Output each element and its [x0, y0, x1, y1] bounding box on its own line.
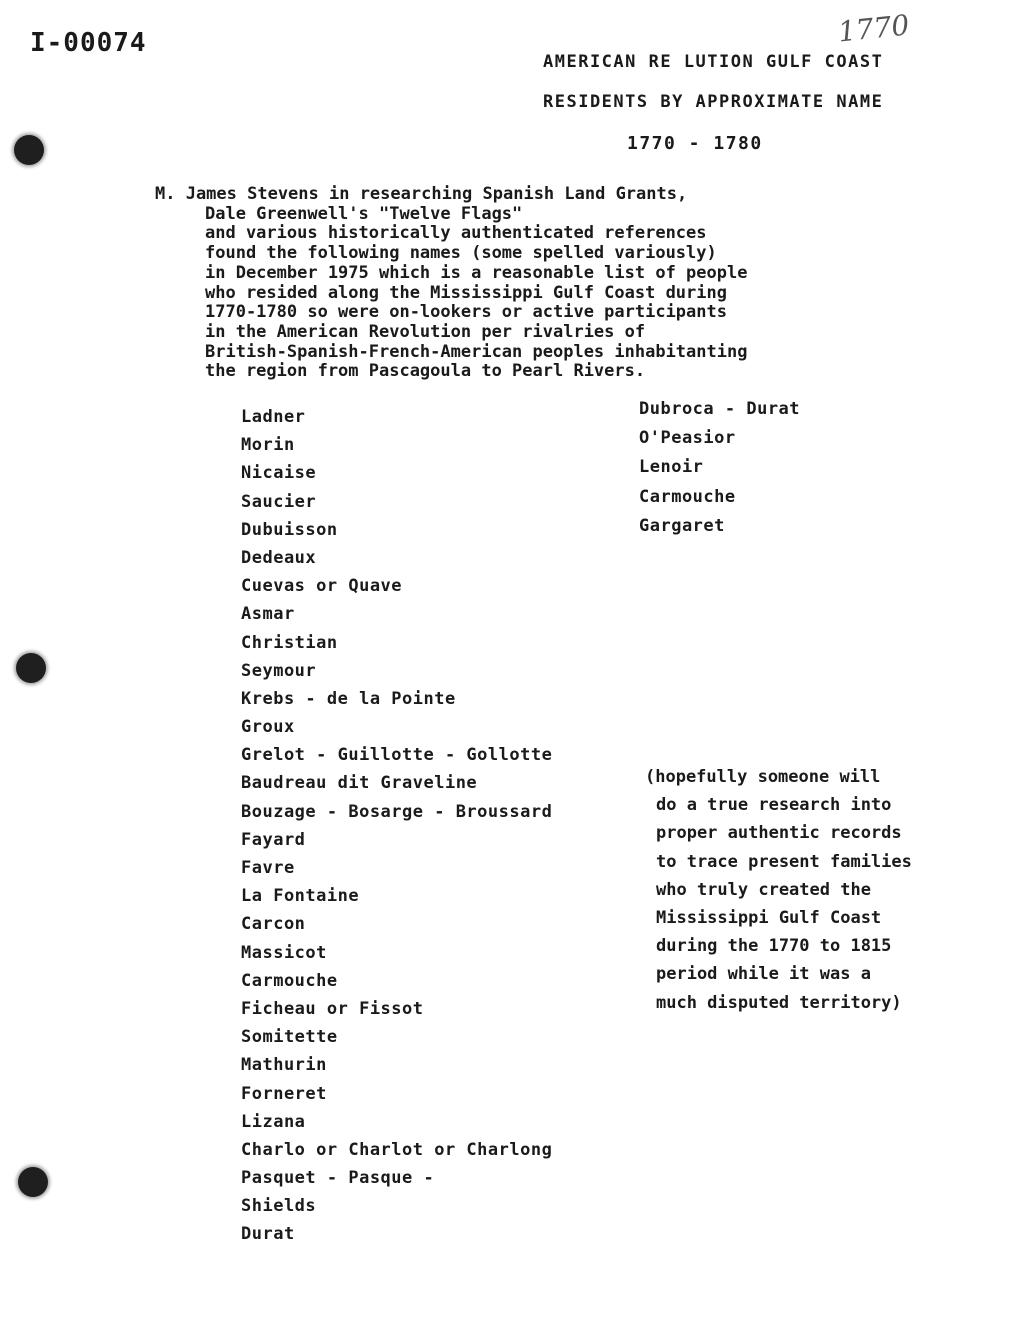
list-item: Durat [241, 1224, 295, 1245]
list-item: Nicaise [241, 463, 317, 484]
list-item: O'Peasior [639, 428, 736, 449]
list-item: Krebs - de la Pointe [241, 688, 456, 709]
intro-line: Dale Greenwell's "Twelve Flags" [205, 203, 523, 224]
note-line: period while it was a [656, 964, 871, 985]
list-item: Groux [241, 717, 295, 738]
list-item: Dubroca - Durat [639, 399, 801, 419]
list-item: Dubuisson [241, 519, 338, 540]
list-item: Cuevas or Quave [241, 576, 403, 597]
list-item: Favre [241, 858, 295, 878]
list-item: Massicot [241, 942, 327, 963]
note-line: much disputed territory) [656, 992, 902, 1013]
names-list-right [639, 395, 800, 541]
intro-line: in December 1975 which is a reasonable list of people [205, 262, 748, 283]
list-item: Lenoir [639, 457, 704, 478]
list-item: Lizana [241, 1111, 306, 1132]
list-item: Seymour [241, 660, 317, 681]
list-item: Carcon [241, 914, 306, 935]
list-item: Asmar [241, 604, 295, 625]
list-item: Gargaret [639, 515, 725, 536]
punch-hole-icon [16, 653, 46, 683]
intro-line: 1770-1780 so were on-lookers or active participants [205, 302, 727, 323]
note-line: who truly created the [656, 879, 871, 900]
list-item: Saucier [241, 491, 317, 512]
note-line: (hopefully someone will [645, 767, 881, 787]
list-item: Bouzage - Bosarge - Broussard [241, 801, 553, 822]
intro-line: in the American Revolution per rivalries of [205, 321, 646, 342]
document-id: I-00074 [30, 28, 147, 58]
note-line: Mississippi Gulf Coast [656, 908, 882, 929]
list-item: Shields [241, 1196, 317, 1217]
names-list-left [241, 403, 552, 1249]
intro-line: the region from Pascagoula to Pearl Rivers. [205, 361, 646, 382]
list-item: La Fontaine [241, 886, 360, 907]
list-item: Forneret [241, 1083, 327, 1104]
list-item: Ladner [241, 407, 306, 427]
title-years: 1770 - 1780 [627, 133, 763, 154]
list-item: Carmouche [241, 970, 338, 991]
punch-hole-icon [14, 135, 44, 165]
list-item: Fayard [241, 829, 306, 850]
list-item: Grelot - Guillotte - Gollotte [241, 745, 553, 766]
title-line-2: RESIDENTS BY APPROXIMATE NAME [543, 92, 884, 112]
list-item: Christian [241, 632, 338, 653]
list-item: Carmouche [639, 486, 736, 507]
intro-paragraph [155, 185, 875, 382]
note-line: proper authentic records [656, 823, 902, 844]
punch-hole-icon [18, 1167, 48, 1197]
list-item: Morin [241, 435, 295, 456]
list-item: Baudreau dit Graveline [241, 773, 478, 794]
research-note [645, 763, 912, 1017]
intro-line: and various historically authenticated references [205, 223, 707, 244]
intro-line: found the following names (some spelled variously) [205, 243, 717, 264]
note-line: during the 1770 to 1815 [656, 936, 892, 957]
list-item: Somitette [241, 1027, 338, 1048]
list-item: Pasquet - Pasque - [241, 1168, 435, 1189]
list-item: Charlo or Charlot or Charlong [241, 1139, 553, 1160]
note-line: do a true research into [656, 795, 892, 816]
list-item: Ficheau or Fissot [241, 998, 424, 1019]
handwritten-year: 1770 [836, 8, 911, 49]
list-item: Mathurin [241, 1055, 327, 1076]
intro-line: who resided along the Mississippi Gulf Coast during [205, 282, 727, 303]
note-line: to trace present families [656, 851, 912, 872]
list-item: Dedeaux [241, 547, 317, 568]
intro-line: M. James Stevens in researching Spanish Land Grants, [155, 184, 688, 204]
title-line-1: AMERICAN RE LUTION GULF COAST [543, 52, 884, 72]
intro-line: British-Spanish-French-American peoples inhabitanting [205, 341, 748, 362]
